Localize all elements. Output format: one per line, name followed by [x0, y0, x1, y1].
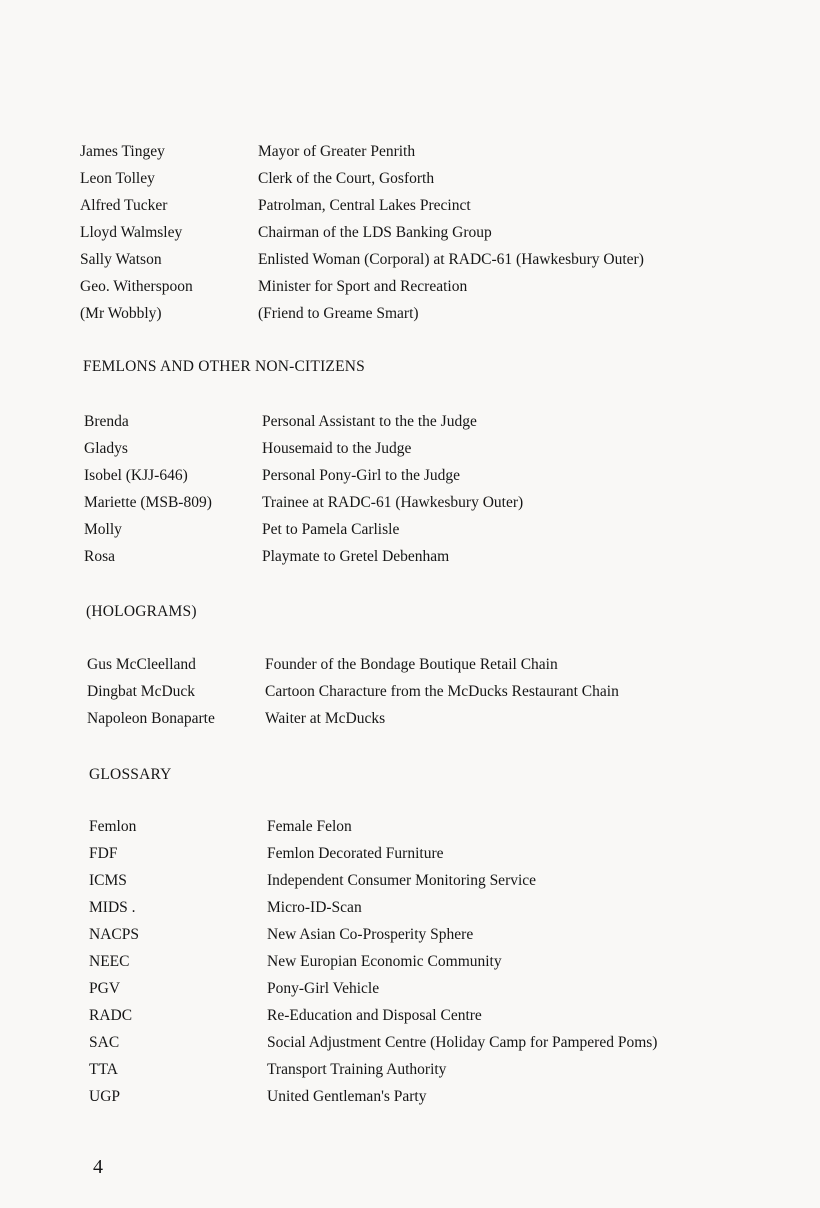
femlon-role: Playmate to Gretel Debenham — [262, 548, 450, 565]
glossary-term: Femlon — [89, 818, 137, 835]
glossary-term: NACPS — [89, 926, 139, 943]
glossary-term: SAC — [89, 1034, 120, 1051]
glossary-entry — [89, 953, 729, 980]
glossary-term: ICMS — [89, 872, 127, 889]
glossary-definition: New Europian Economic Community — [267, 953, 502, 970]
list-item — [80, 278, 720, 305]
hologram-role: Cartoon Characture from the McDucks Restaurant Chain — [265, 683, 619, 700]
glossary-definition: Female Felon — [267, 818, 352, 835]
list-item — [80, 143, 720, 170]
glossary-definition: Social Adjustment Centre (Holiday Camp for Pampered Poms) — [267, 1034, 658, 1051]
glossary-term: UGP — [89, 1088, 121, 1105]
glossary-entry — [89, 980, 729, 1007]
hologram-name: Napoleon Bonaparte — [87, 710, 215, 727]
list-item — [84, 548, 724, 575]
list-item — [87, 710, 727, 737]
glossary-definition: New Asian Co-Prosperity Sphere — [267, 926, 474, 943]
glossary-entry — [89, 845, 729, 872]
list-item — [80, 305, 720, 332]
femlon-name: Gladys — [84, 440, 128, 457]
femlon-role: Housemaid to the Judge — [262, 440, 412, 457]
glossary-definition: Micro-ID-Scan — [267, 899, 362, 916]
glossary-entry — [89, 1034, 729, 1061]
glossary-entry — [89, 1061, 729, 1088]
femlon-name: Isobel (KJJ-646) — [84, 467, 188, 484]
hologram-name: Gus McCleelland — [87, 656, 196, 673]
glossary-term: PGV — [89, 980, 121, 997]
character-role: Patrolman, Central Lakes Precinct — [258, 197, 471, 214]
glossary-definition: Femlon Decorated Furniture — [267, 845, 444, 862]
list-item — [87, 683, 727, 710]
glossary-definition: Transport Training Authority — [267, 1061, 447, 1078]
glossary-entry — [89, 872, 729, 899]
list-item — [80, 170, 720, 197]
character-name: James Tingey — [80, 143, 165, 160]
list-item — [84, 494, 724, 521]
list-item — [80, 251, 720, 278]
list-item — [80, 224, 720, 251]
list-item — [84, 440, 724, 467]
femlon-role: Personal Assistant to the the Judge — [262, 413, 477, 430]
glossary-entry — [89, 926, 729, 953]
section-heading-holograms: (HOLOGRAMS) — [86, 603, 197, 620]
hologram-role: Founder of the Bondage Boutique Retail Chain — [265, 656, 558, 673]
list-item — [87, 656, 727, 683]
glossary-definition: United Gentleman's Party — [267, 1088, 427, 1105]
glossary-entry — [89, 1007, 729, 1034]
page-number: 4 — [93, 1156, 103, 1178]
glossary-term: NEEC — [89, 953, 130, 970]
hologram-role: Waiter at McDucks — [265, 710, 386, 727]
holograms-list — [87, 656, 727, 737]
glossary-list — [89, 818, 729, 1115]
character-role: Enlisted Woman (Corporal) at RADC-61 (Hawkesbury Outer) — [258, 251, 644, 268]
glossary-term: MIDS . — [89, 899, 136, 916]
list-item — [84, 413, 724, 440]
section-heading-glossary: GLOSSARY — [89, 766, 172, 783]
glossary-definition: Pony-Girl Vehicle — [267, 980, 380, 997]
hologram-name: Dingbat McDuck — [87, 683, 196, 700]
list-item — [84, 467, 724, 494]
femlon-role: Personal Pony-Girl to the Judge — [262, 467, 461, 484]
glossary-definition: Independent Consumer Monitoring Service — [267, 872, 537, 889]
femlon-role: Pet to Pamela Carlisle — [262, 521, 400, 538]
glossary-term: TTA — [89, 1061, 118, 1078]
femlon-name: Molly — [84, 521, 122, 538]
character-role: Chairman of the LDS Banking Group — [258, 224, 492, 241]
glossary-definition: Re-Education and Disposal Centre — [267, 1007, 482, 1024]
femlon-name: Brenda — [84, 413, 129, 430]
section-heading-femlons: FEMLONS AND OTHER NON-CITIZENS — [83, 358, 365, 375]
character-name: Alfred Tucker — [80, 197, 168, 214]
glossary-term: FDF — [89, 845, 118, 862]
glossary-entry — [89, 818, 729, 845]
character-role: Clerk of the Court, Gosforth — [258, 170, 435, 187]
glossary-term: RADC — [89, 1007, 133, 1024]
character-name: (Mr Wobbly) — [80, 305, 162, 322]
list-item — [84, 521, 724, 548]
character-name: Sally Watson — [80, 251, 162, 268]
glossary-entry — [89, 899, 729, 926]
character-name: Lloyd Walmsley — [80, 224, 183, 241]
character-role: (Friend to Greame Smart) — [258, 305, 419, 322]
character-name: Leon Tolley — [80, 170, 155, 187]
femlons-list — [84, 413, 724, 575]
characters-list — [80, 143, 720, 332]
femlon-name: Mariette (MSB-809) — [84, 494, 212, 511]
femlon-name: Rosa — [84, 548, 115, 565]
character-role: Minister for Sport and Recreation — [258, 278, 468, 295]
character-role: Mayor of Greater Penrith — [258, 143, 416, 160]
femlon-role: Trainee at RADC-61 (Hawkesbury Outer) — [262, 494, 524, 511]
list-item — [80, 197, 720, 224]
glossary-entry — [89, 1088, 729, 1115]
character-name: Geo. Witherspoon — [80, 278, 193, 295]
